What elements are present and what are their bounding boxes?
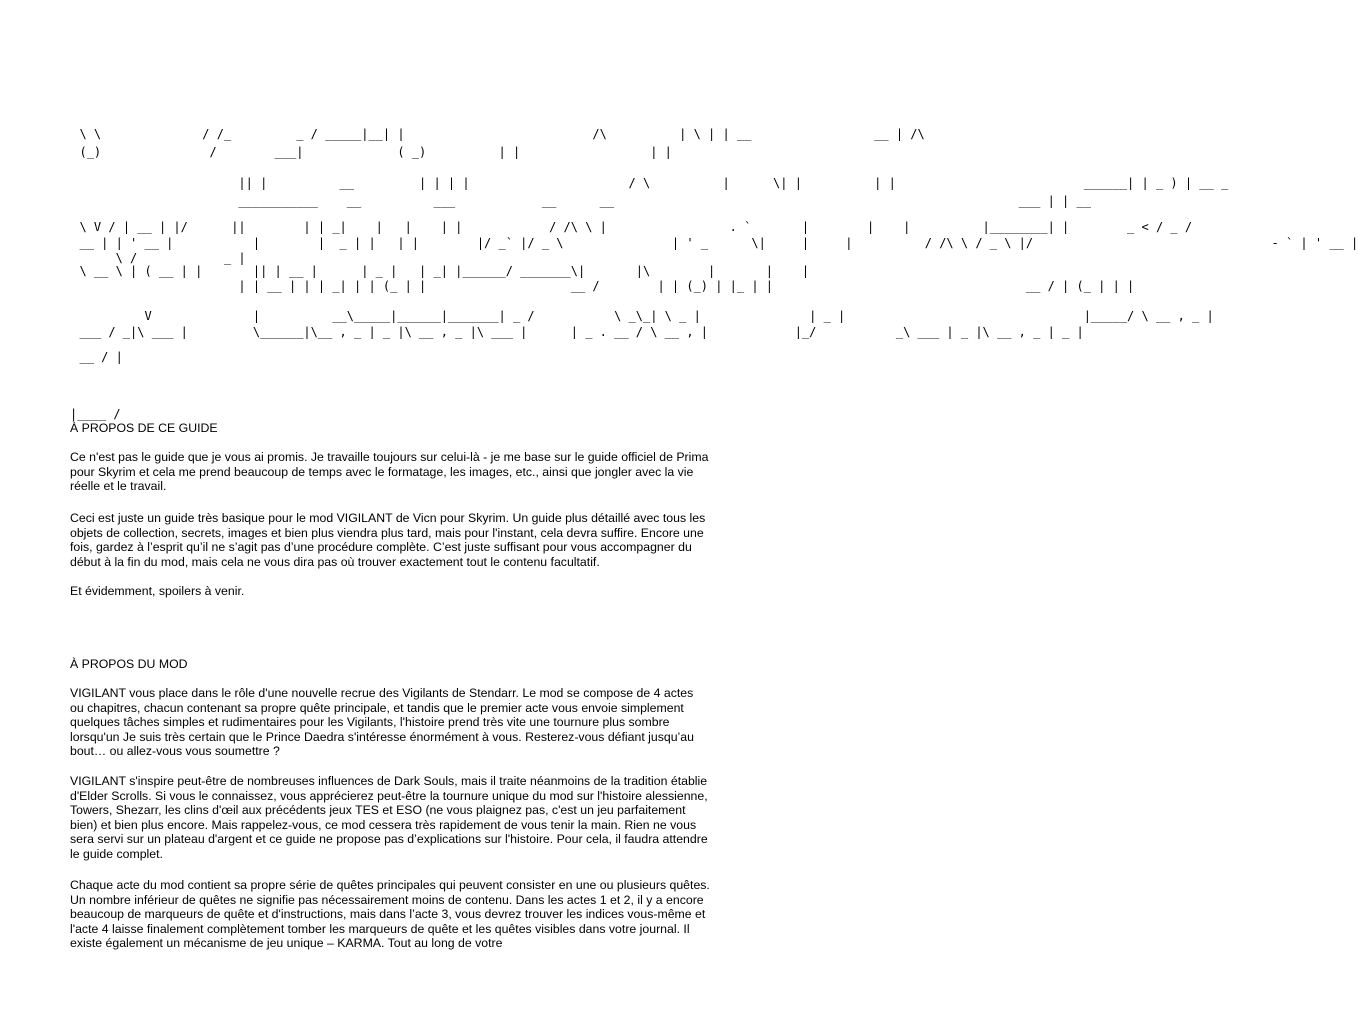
section-heading-mod: À PROPOS DU MOD — [70, 657, 188, 671]
ascii-line: ___ / _|\ ___ | \______|\__ , _ | _ |\ __ , _ |\ ___ | | _ . __ / \ __ , | |_/ _\ ___ | _ |\ __ , _ | _ | — [0, 325, 1084, 339]
ascii-line: \ __ \ | ( __ | | || | __ | | _ | | _| |______/ _______\| |\ | | | — [0, 264, 810, 278]
ascii-line: __ | | ' __ | | | _ | | | | |/ _` |/ _ \ | ' _ \| | | / /\ \ / _ \ |/ - ` | ' __ | — [0, 236, 1358, 250]
ascii-line: \ \ / /_ _ / _____|__| | /\ | \ | | __ __ | /\ — [0, 127, 925, 141]
paragraph: VIGILANT s'inspire peut-être de nombreuses influences de Dark Souls, mais il traite néanmoins de la tradition établie d'Elder Scrolls. Si vous le connaissez, vous apprécierez peut-être la tournure unique du mod sur l'histoire alessienne, Towers, Shezarr, les clins d'œil aux précédents jeux TES et ESO (ne vous plaignez pas, c'est un jeu parfaitement bien) et bien plus encore. Mais rappelez-vous, ce mod cessera très rapidement de vous tenir la main. Rien ne vous sera servi sur un plateau d'argent et ce guide ne propose pas d’explications sur l'histoire. Pour cela, il faudra attendre le guide complet. — [70, 774, 708, 861]
ascii-line: (_) / ___| ( _) | | | | — [0, 145, 672, 159]
ascii-line: ___________ __ ___ __ __ ___ | | __ — [0, 194, 1091, 208]
ascii-line: | | __ | | | _| | | (_ | | __ / | | (_) | |_ | | __ / | (_ | | | — [0, 279, 1135, 293]
ascii-line: __ / | — [0, 350, 123, 364]
ascii-line: \ V / | __ | |/ || | | _| | | | | / /\ \ | . ` | | | |________| | _ < / _ / — [0, 220, 1193, 234]
paragraph: VIGILANT vous place dans le rôle d'une nouvelle recrue des Vigilants de Stendarr. Le mod se compose de 4 actes ou chapitres, chacun contenant sa propre quête principale, et tandis que le premier acte vous envoie simplement quelques tâches simples et rudimentaires pour les Vigilants, l'histoire prend très vite une tournure plus sombre lorsqu'un Je suis très certain que le Prince Daedra s'intéresse énormément à vous. Resterez-vous défiant jusqu’au bout… ou allez-vous vous soumettre ? — [70, 686, 694, 759]
ascii-line: || | __ | | | | / \ | \| | | | ______| | _ ) | __ _ — [0, 176, 1229, 190]
paragraph: Ce n'est pas le guide que je vous ai promis. Je travaille toujours sur celui-là - je me base sur le guide officiel de Prima pour Skyrim et cela me prend beaucoup de temps avec le formatage, les images, etc., ainsi que jongler avec la vie réelle et le travail. — [70, 450, 709, 494]
paragraph: Ceci est juste un guide très basique pour le mod VIGILANT de Vicn pour Skyrim. Un guide plus détaillé avec tous les objets de collection, secrets, images et bien plus viendra plus tard, mais pour l'instant, cela devra suffire. Encore une fois, gardez à l’esprit qu’il ne s’agit pas d’une procédure complète. C’est juste suffisant pour vous accompagner du début à la fin du mod, mais cela ne vous dira pas où trouver exactement tout le contenu facultatif. — [70, 511, 706, 569]
section-heading-guide: À PROPOS DE CE GUIDE — [70, 421, 218, 435]
ascii-line: \ / _ | — [0, 251, 246, 265]
ascii-line: |____ / — [70, 407, 121, 421]
paragraph: Chaque acte du mod contient sa propre série de quêtes principales qui peuvent consister en une ou plusieurs quêtes. Un nombre inférieur de quêtes ne signifie pas nécessairement moins de contenu. Dans les actes 1 et 2, il y a encore beaucoup de marqueurs de quête et d'instructions, mais dans l’acte 3, vous devrez trouver les indices vous-même et l'acte 4 laisse finalement complètement tomber les marqueurs de quête et les quêtes visibles dans votre journal. Il existe également un mécanisme de jeu unique – KARMA. Tout au long de votre — [70, 878, 710, 951]
paragraph: Et évidemment, spoilers à venir. — [70, 584, 245, 598]
ascii-line: V | __\_____|______|_______| _ / \ _\_| \ _ | | _ | |_____/ \ __ , _ | — [0, 309, 1214, 323]
